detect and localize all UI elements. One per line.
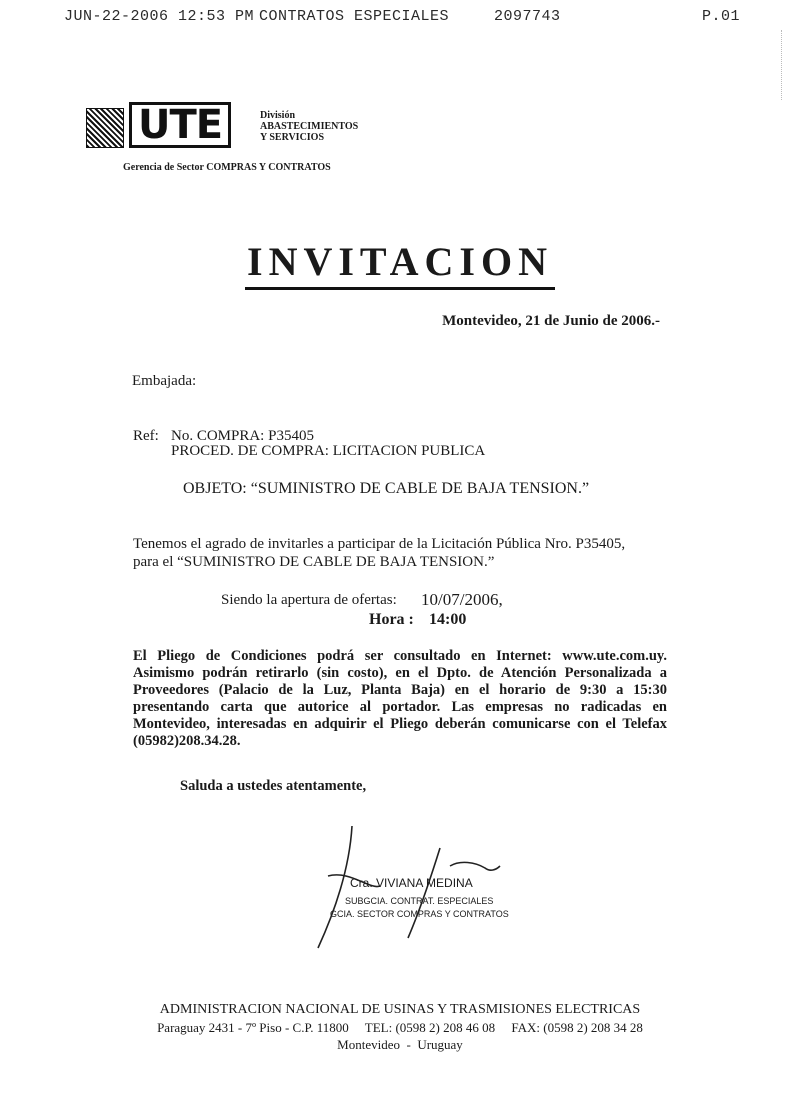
objeto-line: OBJETO: “SUMINISTRO DE CABLE DE BAJA TENSION.”: [183, 480, 590, 497]
ref-proced: PROCED. DE COMPRA: LICITACION PUBLICA: [171, 443, 486, 459]
apertura-label: Siendo la apertura de ofertas:: [221, 592, 397, 608]
gerencia-line: Gerencia de Sector COMPRAS Y CONTRATOS: [123, 162, 331, 173]
signature-stroke: [450, 862, 500, 870]
pliego-paragraph: El Pliego de Condiciones podrá ser consultado en Internet: www.ute.com.uy. Asimismo podrán retirarlo (sin costo), en el Dpto. de Atención Personalizada a Proveedores (Palacio de la Luz, Planta Baja) en el horario de 9:30 a 15:30 presentando carta que autorice al portador. Las empresas no radicadas en Montevideo, interesadas en adquirir el Pliego deberán comunicarse con el Telefax (05982)208.34.28.: [133, 648, 667, 749]
date-line: Montevideo, 21 de Junio de 2006.-: [442, 313, 660, 329]
ref-compra: No. COMPRA: P35405: [171, 428, 314, 444]
scan-edge: [777, 30, 782, 100]
division-line: Y SERVICIOS: [260, 132, 325, 143]
footer-address: Paraguay 2431 - 7º Piso - C.P. 11800 TEL: (0598 2) 208 46 08 FAX: (0598 2) 208 34 28: [157, 1020, 643, 1035]
signature-stroke: [318, 826, 352, 948]
invitation-line-1: Tenemos el agrado de invitarles a participar de la Licitación Pública Nro. P35405,: [133, 536, 626, 552]
fax-header: [64, 8, 740, 28]
document-title: [0, 238, 800, 290]
fax-datetime: JUN-22-2006 12:53 PM: [64, 8, 255, 25]
ute-logo-mark-icon: [86, 108, 124, 148]
division-line: División: [260, 110, 296, 121]
footer-org: ADMINISTRACION NACIONAL DE USINAS Y TRASMISIONES ELECTRICAS: [159, 1002, 641, 1017]
invitation-line-2: para el “SUMINISTRO DE CABLE DE BAJA TENSION.”: [133, 554, 495, 570]
signatory-title-1: SUBGCIA. CONTRAT. ESPECIALES: [345, 896, 494, 906]
fax-page: P.01: [701, 8, 740, 25]
fax-department: CONTRATOS ESPECIALES: [259, 8, 450, 25]
closing-line: Saluda a ustedes atentamente,: [180, 778, 367, 794]
signatory-name: Cra. VIVIANA MEDINA: [350, 876, 473, 890]
document-title-text: INVITACION: [245, 238, 555, 290]
apertura-date: 10/07/2006,: [421, 590, 503, 609]
division-block: [260, 110, 358, 143]
signature-stroke: [408, 848, 440, 938]
division-line: ABASTECIMIENTOS: [260, 121, 359, 132]
ute-logo: UTE: [129, 102, 231, 148]
hora-label: Hora :: [369, 611, 414, 628]
ref-label: Ref:: [133, 428, 159, 444]
signatory-title-2: GCIA. SECTOR COMPRAS Y CONTRATOS: [330, 909, 509, 919]
recipient: Embajada:: [132, 373, 197, 389]
fax-number: 2097743: [494, 8, 561, 25]
footer-city: Montevideo - Uruguay: [337, 1037, 463, 1052]
hora-value: 14:00: [429, 611, 467, 628]
